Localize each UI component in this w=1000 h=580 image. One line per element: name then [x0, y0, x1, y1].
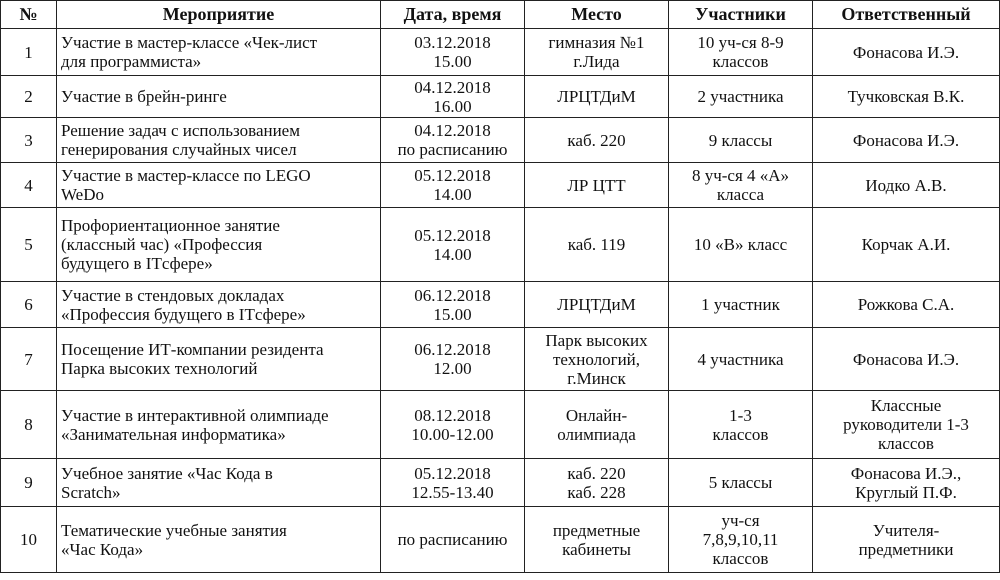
cell-event: Посещение ИТ-компании резидента Парка высоких технологий [61, 340, 324, 378]
cell-number: 8 [1, 391, 57, 459]
cell-event: Решение задач с использованием генерирования случайных чисел [61, 121, 300, 159]
table-row [1, 391, 1000, 459]
cell-place: предметные кабинеты [552, 520, 641, 559]
cell-date-time: 06.12.2018 15.00 [414, 285, 491, 324]
header-responsible: Ответственный [813, 1, 1000, 29]
cell-date-time: 03.12.2018 15.00 [414, 33, 491, 71]
cell-participants: 2 участника [697, 87, 784, 106]
header-participants: Участники [669, 1, 813, 29]
cell-number: 5 [1, 208, 57, 282]
cell-responsible: Фонасова И.Э., Круглый П.Ф. [850, 463, 962, 502]
cell-number: 10 [1, 507, 57, 573]
cell-event: Участие в брейн-ринге [61, 87, 227, 106]
table-row [1, 507, 1000, 573]
cell-number: 9 [1, 459, 57, 507]
cell-date-time: 05.12.2018 12.55-13.40 [411, 463, 494, 502]
cell-date-time: 06.12.2018 12.00 [414, 340, 491, 378]
cell-participants: 4 участника [697, 349, 784, 369]
cell-responsible: Классные руководители 1-3 классов [843, 396, 969, 453]
cell-responsible: Иодко А.В. [865, 175, 947, 195]
cell-number: 7 [1, 328, 57, 391]
cell-responsible: Рожкова С.А. [857, 295, 955, 314]
cell-place: ЛРЦТДиМ [557, 295, 636, 314]
table-row [1, 163, 1000, 208]
cell-date-time: 04.12.2018 16.00 [414, 77, 491, 116]
cell-place: ЛР ЦТТ [567, 175, 626, 195]
cell-place: каб. 220 каб. 228 [567, 463, 626, 502]
cell-date-time: 05.12.2018 14.00 [414, 166, 491, 204]
cell-place: каб. 119 [567, 235, 626, 254]
cell-number: 1 [1, 29, 57, 76]
cell-number: 3 [1, 118, 57, 163]
table-row [1, 459, 1000, 507]
header-place: Место [525, 1, 669, 29]
cell-responsible: Корчак А.И. [861, 235, 951, 254]
cell-participants: 10 уч-ся 8-9 классов [697, 33, 784, 71]
cell-number: 6 [1, 282, 57, 328]
cell-number: 4 [1, 163, 57, 208]
cell-place: Онлайн- олимпиада [557, 405, 636, 444]
cell-event: Участие в мастер-классе «Чек-лист для программиста» [61, 33, 318, 71]
cell-responsible: Фонасова И.Э. [852, 349, 960, 369]
cell-event: Учебное занятие «Час Кода в Scratch» [61, 463, 273, 502]
cell-place: каб. 220 [567, 130, 626, 150]
header-number: № [1, 1, 57, 29]
cell-date-time: 05.12.2018 14.00 [414, 225, 491, 264]
cell-number: 2 [1, 76, 57, 118]
cell-event: Участие в мастер-классе по LEGO WeDo [61, 166, 311, 204]
table-row [1, 282, 1000, 328]
cell-place: гимназия №1 г.Лида [548, 33, 645, 71]
cell-responsible: Фонасова И.Э. [852, 130, 960, 150]
cell-date-time: по расписанию [397, 530, 508, 549]
cell-participants: 9 классы [708, 130, 773, 150]
table-row [1, 29, 1000, 76]
cell-participants: 1-3 классов [712, 405, 769, 444]
cell-place: ЛРЦТДиМ [557, 87, 636, 106]
header-event: Мероприятие [57, 1, 381, 29]
cell-participants: уч-ся 7,8,9,10,11 классов [702, 511, 779, 568]
cell-responsible: Тучковская В.К. [847, 87, 965, 106]
cell-date-time: 04.12.2018 по расписанию [397, 121, 508, 159]
cell-participants: 5 классы [708, 473, 773, 492]
table-row [1, 328, 1000, 391]
cell-participants: 1 участник [701, 295, 780, 314]
cell-participants: 10 «В» класс [693, 235, 788, 254]
cell-event: Участие в стендовых докладах «Профессия будущего в ITсфере» [61, 285, 306, 324]
cell-place: Парк высоких технологий, г.Минск [545, 330, 648, 388]
cell-responsible: Фонасова И.Э. [852, 42, 960, 62]
cell-event: Профориентационное занятие (классный час) «Профессия будущего в ITсфере» [61, 216, 280, 273]
table-row [1, 208, 1000, 282]
cell-participants: 8 уч-ся 4 «А» класса [691, 166, 790, 204]
cell-date-time: 08.12.2018 10.00-12.00 [411, 405, 494, 444]
table-header-row [1, 1, 1000, 29]
header-date-time: Дата, время [381, 1, 525, 29]
cell-event: Тематические учебные занятия «Час Кода» [61, 520, 287, 559]
table-row [1, 76, 1000, 118]
table-row [1, 118, 1000, 163]
cell-event: Участие в интерактивной олимпиаде «Занимательная информатика» [61, 405, 329, 444]
cell-responsible: Учителя- предметники [858, 520, 954, 559]
